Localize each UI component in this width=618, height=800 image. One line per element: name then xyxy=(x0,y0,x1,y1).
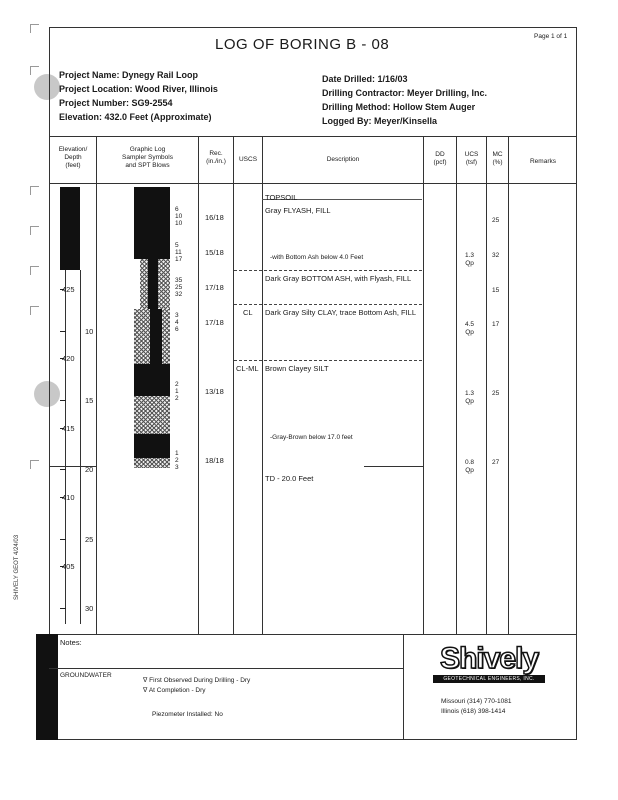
date-drilled: Date Drilled: 1/16/03 xyxy=(322,74,408,84)
mc-value: 15 xyxy=(492,287,500,294)
ucs-value: 1.3 Qp xyxy=(465,390,475,405)
logged-by: Logged By: Meyer/Kinsella xyxy=(322,116,438,126)
table-bottom-rule xyxy=(49,634,577,635)
project-name: Project Name: Dynegy Rail Loop xyxy=(59,70,199,80)
water-level-icon: ∇ xyxy=(143,677,148,684)
desc-td: TD - 20.0 Feet xyxy=(265,474,314,483)
phone-missouri: Missouri (314) 770-1081 xyxy=(441,698,512,705)
stratum-rule xyxy=(234,304,422,305)
graphic-log-clay-sample xyxy=(150,309,162,364)
col-divider xyxy=(508,136,509,634)
notes-label: Notes: xyxy=(60,638,82,647)
col-header-graphic: Graphic Log Sampler Symbols and SPT Blows xyxy=(122,146,173,169)
elevation-label: 405 xyxy=(62,562,75,571)
col-divider xyxy=(486,136,487,634)
depth-tick xyxy=(60,608,66,609)
logo-tagline: GEOTECHNICAL ENGINEERS, INC. xyxy=(433,675,545,683)
col-divider xyxy=(96,136,97,634)
stratum-rule xyxy=(234,270,422,271)
spt-blows: 1 2 3 xyxy=(175,450,179,471)
depth-label: 10 xyxy=(85,327,94,336)
recovery-value: 15/18 xyxy=(205,248,224,257)
desc-clay: Dark Gray Silty CLAY, trace Bottom Ash, FILL xyxy=(265,308,417,317)
graphic-log-sample xyxy=(134,434,170,458)
col-header-uscs: USCS xyxy=(238,156,258,163)
spt-blows: 6 10 10 xyxy=(175,206,183,227)
recovery-value: 17/18 xyxy=(205,283,224,292)
groundwater-label: GROUNDWATER xyxy=(60,672,112,679)
graphic-log-fill-top xyxy=(134,187,170,259)
col-header-ucs: UCS (tsf) xyxy=(464,151,479,166)
desc-flyash: Gray FLYASH, FILL xyxy=(265,206,331,215)
ucs-value: 1.3 Qp xyxy=(465,252,475,267)
uscs-label: CL xyxy=(243,308,253,317)
col-divider xyxy=(262,136,263,634)
graphic-log-sample xyxy=(134,364,170,396)
drilling-contractor: Drilling Contractor: Meyer Drilling, Inc. xyxy=(322,88,488,98)
depth-tick xyxy=(60,400,66,401)
project-location: Project Location: Wood River, Illinois xyxy=(59,84,218,94)
col-divider xyxy=(456,136,457,634)
page-label: Page 1 of 1 xyxy=(534,33,568,40)
logo-wordmark: Shively xyxy=(439,642,539,675)
recovery-value: 18/18 xyxy=(205,456,224,465)
recovery-value: 17/18 xyxy=(205,318,224,327)
ucs-value: 4.5 Qp xyxy=(465,321,475,336)
depth-label: 20 xyxy=(85,465,94,474)
boring-column-top xyxy=(60,187,80,270)
recovery-value: 16/18 xyxy=(205,213,224,222)
project-elevation: Elevation: 432.0 Feet (Approximate) xyxy=(59,112,212,122)
graphic-log-ash-strip xyxy=(148,259,158,309)
col-divider xyxy=(423,136,424,634)
project-info xyxy=(59,68,218,124)
footer-edge-bar xyxy=(36,634,58,740)
graphic-log-silt xyxy=(134,458,170,468)
groundwater-completion: ∇ At Completion - Dry xyxy=(143,687,206,694)
elevation-label: 410 xyxy=(62,493,75,502)
col-header-rec: Rec. (in./in.) xyxy=(206,150,226,165)
stratum-rule xyxy=(364,466,423,467)
depth-tick xyxy=(60,469,66,470)
notes-divider xyxy=(49,668,403,669)
elevation-label: 420 xyxy=(62,354,75,363)
drilling-method: Drilling Method: Hollow Stem Auger xyxy=(322,102,476,112)
col-header-mc: MC (%) xyxy=(492,151,503,166)
side-print-text: SHIVELY GEOT 4/24/03 xyxy=(14,534,20,600)
spt-blows: 5 11 17 xyxy=(175,242,183,263)
footer-col-divider xyxy=(403,634,404,740)
edge-mark xyxy=(30,226,39,235)
depth-label: 15 xyxy=(85,396,94,405)
ucs-value: 0.8 Qp xyxy=(465,459,475,474)
edge-mark xyxy=(30,266,39,275)
spt-blows: 3 4 6 xyxy=(175,312,179,333)
mc-value: 25 xyxy=(492,390,500,397)
edge-mark xyxy=(30,24,39,33)
elevation-label: 415 xyxy=(62,424,75,433)
desc-gray-brown: -Gray-Brown below 17.0 feet xyxy=(270,434,353,441)
stratum-rule xyxy=(234,360,422,361)
company-logo xyxy=(433,644,545,683)
desc-topsoil: TOPSOIL xyxy=(265,193,298,202)
recovery-value: 13/18 xyxy=(205,387,224,396)
spt-blows: 35 25 32 xyxy=(175,277,183,298)
graphic-log-silt xyxy=(134,396,170,434)
page-title: LOG OF BORING B - 08 xyxy=(215,36,390,53)
depth-label: 25 xyxy=(85,535,94,544)
desc-bottom-ash: Dark Gray BOTTOM ASH, with Flyash, FILL xyxy=(265,274,412,283)
spt-blows: 2 1 2 xyxy=(175,381,179,402)
mc-value: 25 xyxy=(492,217,500,224)
uscs-label: CL-ML xyxy=(236,364,259,373)
table-top-rule xyxy=(49,136,577,137)
col-divider xyxy=(198,136,199,634)
mc-value: 32 xyxy=(492,252,500,259)
mc-value: 17 xyxy=(492,321,500,328)
elevation-label: 425 xyxy=(62,285,75,294)
depth-axis-right xyxy=(80,270,81,624)
project-number: Project Number: SG9-2554 xyxy=(59,98,173,108)
desc-bottom-ash-note: -with Bottom Ash below 4.0 Feet xyxy=(270,254,364,261)
depth-tick xyxy=(60,331,66,332)
edge-mark xyxy=(30,460,39,469)
piezometer-note: Piezometer Installed: No xyxy=(152,711,223,718)
edge-mark xyxy=(30,66,39,75)
edge-mark xyxy=(30,186,39,195)
col-header-elevation: Elevation/ Depth (feet) xyxy=(58,146,88,169)
col-header-description: Description xyxy=(326,156,360,163)
header-bottom-rule xyxy=(49,183,577,184)
mc-value: 27 xyxy=(492,459,500,466)
groundwater-first: ∇ First Observed During Drilling - Dry xyxy=(143,677,251,684)
phone-illinois: Illinois (618) 398-1414 xyxy=(441,708,506,715)
col-divider xyxy=(233,136,234,634)
edge-mark xyxy=(30,306,39,315)
drilling-info xyxy=(322,72,487,128)
col-header-dd: DD (pcf) xyxy=(433,151,447,166)
depth-label: 30 xyxy=(85,604,94,613)
col-header-remarks: Remarks xyxy=(529,158,556,165)
depth-tick xyxy=(60,539,66,540)
water-level-icon: ∇ xyxy=(143,687,148,694)
desc-silt: Brown Clayey SILT xyxy=(265,364,329,373)
